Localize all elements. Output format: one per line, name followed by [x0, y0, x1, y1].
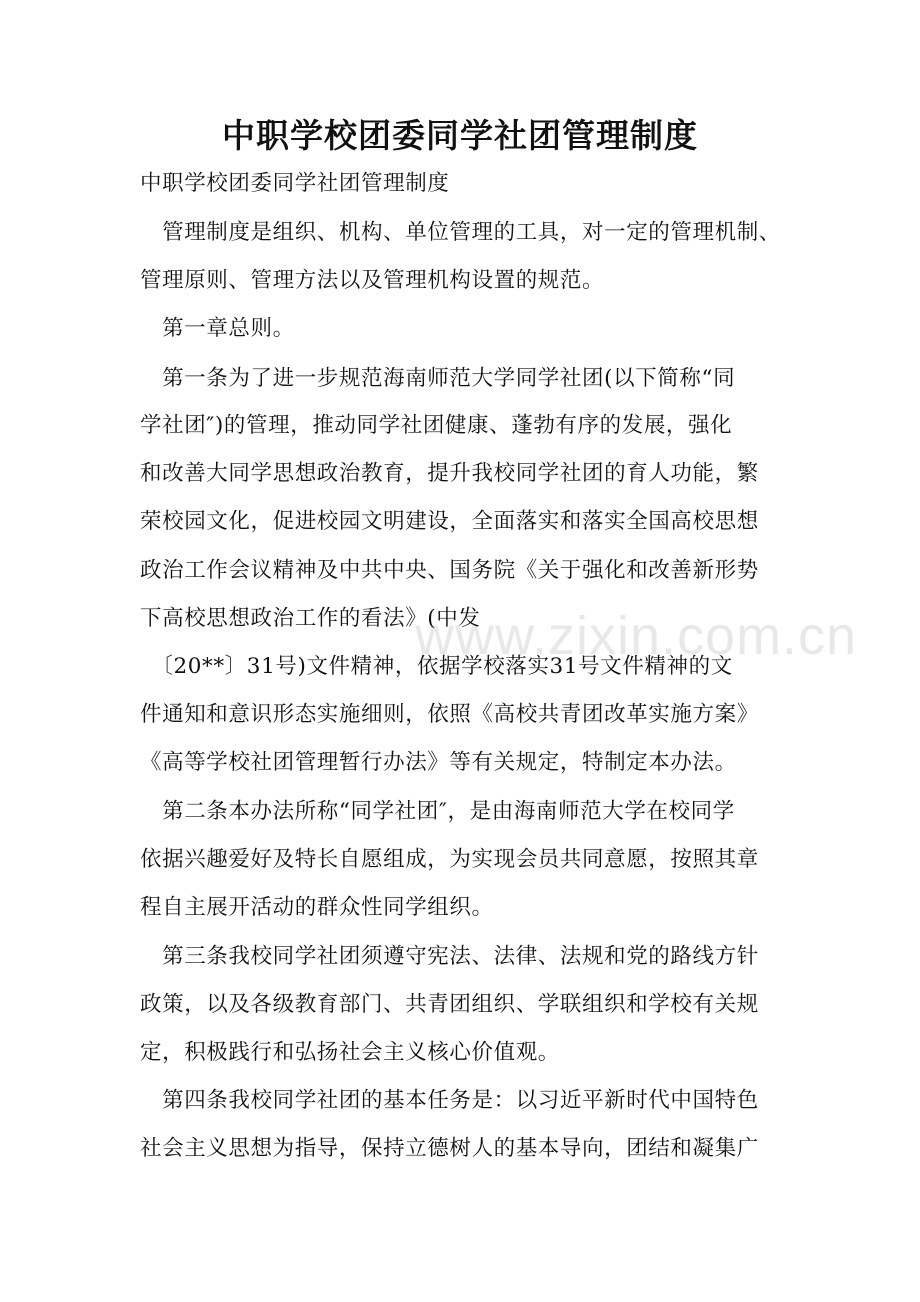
- body-line: 下高校思想政治工作的看法》(中发: [140, 606, 481, 631]
- body-line: 学社团″)的管理，推动同学社团健康、蓬勃有序的发展，强化: [140, 413, 733, 438]
- subtitle-line: 中职学校团委同学社团管理制度: [140, 171, 450, 196]
- document-title: 中职学校团委同学社团管理制度: [222, 116, 698, 155]
- body-line: 第二条本办法所称“同学社团″，是由海南师范大学在校同学: [140, 799, 735, 824]
- body-line: 依据兴趣爱好及特长自愿组成，为实现会员共同意愿，按照其章: [140, 847, 759, 872]
- body-line: 《高等学校社团管理暂行办法》等有关规定，特制定本办法。: [140, 750, 737, 775]
- body-line: 政策，以及各级教育部门、共青团组织、学联组织和学校有关规: [140, 992, 759, 1017]
- body-line: 第一条为了进一步规范海南师范大学同学社团(以下简称“同: [140, 366, 736, 391]
- body-line: 〔20**〕31号)文件精神，依据学校落实31号文件精神的文: [140, 654, 733, 679]
- body-line: 第三条我校同学社团须遵守宪法、法律、法规和党的路线方针: [140, 944, 759, 969]
- watermark: www.zixin.com.cn: [415, 606, 858, 666]
- body-line: 和改善大同学思想政治教育，提升我校同学社团的育人功能，繁: [140, 461, 759, 486]
- body-line: 第四条我校同学社团的基本任务是：以习近平新时代中国特色: [140, 1088, 759, 1113]
- body-line: 程自主展开活动的群众性同学组织。: [140, 895, 494, 920]
- body-line: 管理制度是组织、机构、单位管理的工具，对一定的管理机制、: [140, 220, 781, 245]
- chapter-heading: 第一章总则。: [140, 316, 295, 341]
- body-line: 社会主义思想为指导，保持立德树人的基本导向，团结和凝集广: [140, 1136, 759, 1161]
- body-line: 荣校园文化，促进校园文明建设，全面落实和落实全国高校思想: [140, 509, 759, 534]
- body-line: 件通知和意识形态实施细则，依照《高校共青团改革实施方案》: [140, 702, 759, 727]
- body-line: 定，积极践行和弘扬社会主义核心价值观。: [140, 1040, 560, 1065]
- body-line: 管理原则、管理方法以及管理机构设置的规范。: [140, 268, 605, 293]
- body-line: 政治工作会议精神及中共中央、国务院《关于强化和改善新形势: [140, 558, 759, 583]
